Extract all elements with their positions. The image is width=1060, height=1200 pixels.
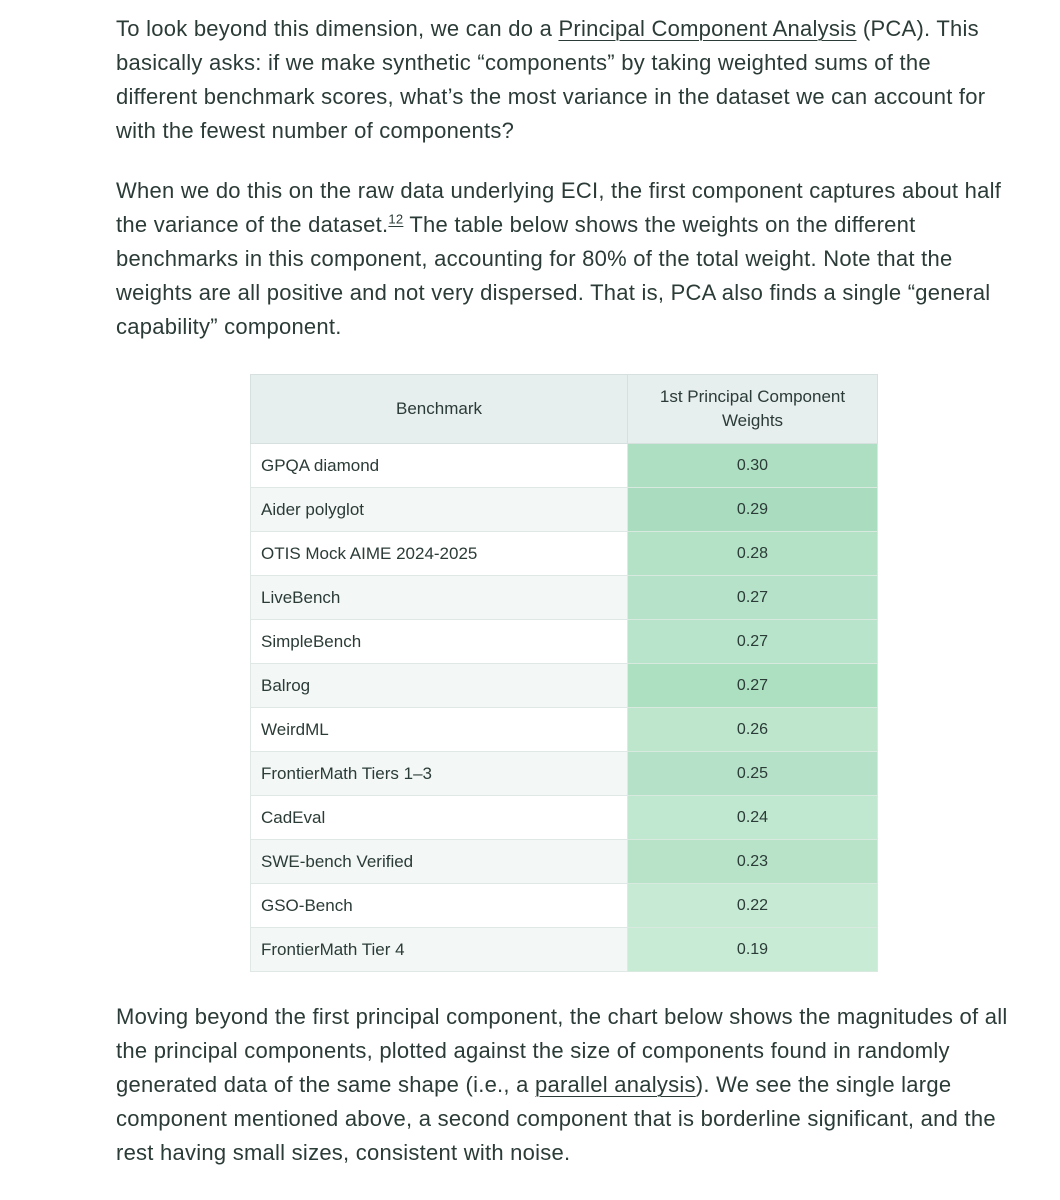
table-row [251,576,878,620]
table-row [251,884,878,928]
results-text-start: When we do this on the raw data underlying ECI, the first component captures about half the variance of the dataset. [116,178,1002,237]
benchmark-cell: SimpleBench [251,620,628,664]
table-row [251,796,878,840]
weight-cell: 0.19 [628,928,878,972]
benchmark-cell: Aider polyglot [251,488,628,532]
benchmark-cell: OTIS Mock AIME 2024-2025 [251,532,628,576]
pca-results-paragraph [116,174,1016,344]
table-row [251,488,878,532]
weight-cell: 0.27 [628,620,878,664]
benchmark-cell: LiveBench [251,576,628,620]
table-row [251,840,878,884]
weight-cell: 0.29 [628,488,878,532]
table-row [251,532,878,576]
components-text-start: Moving beyond the first principal component, the chart below shows the magnitudes of all the principal components, plotted against the size of components found in randomly generated data of the same shape (i.e., a [116,1004,1008,1097]
intro-text-end: (PCA). This basically asks: if we make synthetic “components” by taking weighted sums of the different benchmark scores, what’s the most variance in the dataset we can account for with the fewest number of components? [116,16,986,143]
pca-link[interactable]: Principal Component Analysis [558,16,857,41]
benchmark-cell: WeirdML [251,708,628,752]
table-row [251,444,878,488]
benchmark-cell: FrontierMath Tiers 1–3 [251,752,628,796]
footnote-12-link[interactable]: 12 [388,211,404,227]
weight-column-header: 1st Principal Component Weights [628,375,878,444]
weight-cell: 0.27 [628,576,878,620]
table-row [251,752,878,796]
weight-cell: 0.23 [628,840,878,884]
weight-cell: 0.26 [628,708,878,752]
benchmark-column-header: Benchmark [251,375,628,444]
benchmark-cell: FrontierMath Tier 4 [251,928,628,972]
table-header-row [251,375,878,444]
table-row [251,708,878,752]
table-body [251,444,878,972]
benchmark-cell: CadEval [251,796,628,840]
components-text-end: ). We see the single large component mentioned above, a second component that is borderline significant, and the rest having small sizes, consistent with noise. [116,1072,996,1165]
intro-text-start: To look beyond this dimension, we can do a [116,16,559,41]
weight-cell: 0.30 [628,444,878,488]
pca-weights-table-container [250,374,878,972]
weight-cell: 0.25 [628,752,878,796]
results-text-end: The table below shows the weights on the different benchmarks in this component, accounting for 80% of the total weight. Note that the weights are all positive and not very dispersed. That is, PCA also finds a single “general capability” component. [116,212,991,339]
weight-cell: 0.28 [628,532,878,576]
weight-cell: 0.24 [628,796,878,840]
weight-cell: 0.22 [628,884,878,928]
table-row [251,928,878,972]
parallel-analysis-link[interactable]: parallel analysis [535,1072,696,1097]
weight-cell: 0.27 [628,664,878,708]
table-row [251,620,878,664]
table-row [251,664,878,708]
benchmark-cell: GPQA diamond [251,444,628,488]
pca-weights-table [250,374,878,972]
benchmark-cell: SWE-bench Verified [251,840,628,884]
benchmark-cell: Balrog [251,664,628,708]
benchmark-cell: GSO-Bench [251,884,628,928]
intro-paragraph [116,12,1016,148]
components-paragraph [116,1000,1016,1170]
